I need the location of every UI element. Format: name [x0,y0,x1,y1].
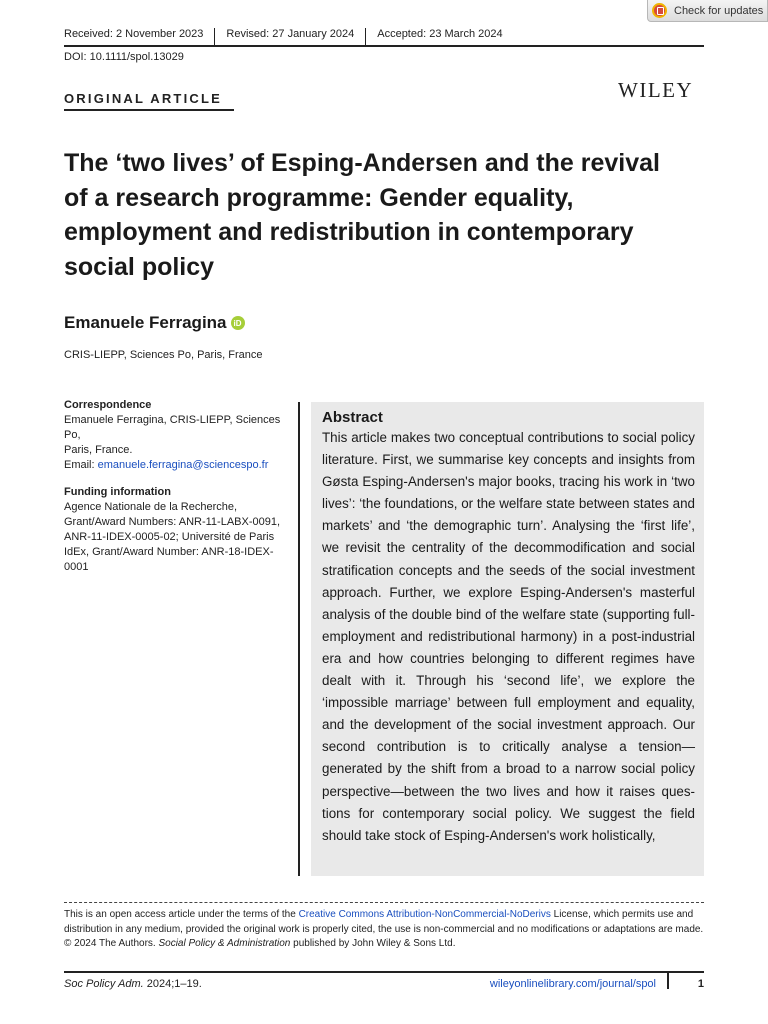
funding-line: Grant/Award Numbers: ANR-11-LABX-0091, [64,516,281,528]
footnote-divider [64,902,704,903]
title-line: employment and redistribution in contemporary [64,218,634,246]
title-line: of a research programme: Gender equality, [64,183,574,212]
wiley-logo: WILEY [618,78,694,102]
license-text [64,908,704,937]
funding-block [64,485,294,575]
title-line: social policy [64,252,215,281]
abstract-box [311,402,704,876]
date-divider [214,28,215,46]
article-type: ORIGINAL ARTICLE [64,91,222,106]
received-date: Received: 2 November 2023 [64,28,204,40]
orcid-icon[interactable]: iD [231,316,245,330]
article-dates [64,28,704,46]
funding-line: 0001 [64,561,89,573]
journal-citation [64,978,202,990]
article-title [64,146,714,284]
copyright-journal: Social Policy & Administration [158,938,291,950]
article-type-underline [64,109,234,111]
page-footer [64,978,704,994]
title-line: The ‘two lives’ of Esping-Andersen and the revival [64,149,660,177]
correspondence-line: Paris, France. [64,444,133,456]
funding-heading: Funding information [64,486,171,498]
abstract-text: This article makes two conceptual contributions to social policy literature. First, we summarise key concepts and insights from Gøsta Esping-Andersen's major books, tracing his work in ‘two lives’: ‘the foundations, or the welfare state between states and markets’ and ‘the demographic turn’. Analysing the ‘first life’, we revisit the centrality of the decommodification and social stratification concepts and the seeds of the social investment approach. Further, we explore Esping-Andersen's masterful analysis of the double bind of the welfare state (supporting full-employment and redistributional harmony) in a post-industrial era and how countries belonging to different regimes have dealt with it. Through his ‘second life’, we explore the ‘impossible marriage’ between full employment and equality, and the development of the social investment approach. Our second contribution is to critically analyse a tension—generated by the shift from a broad to a narrow social policy perspective—between the two lives and how it raises questions for contemporary social policy. We suggest the field should take stock of Esping-Andersen's work holistically, [322,430,695,843]
affiliation: CRIS-LIEPP, Sciences Po, Paris, France [64,349,263,361]
email-label: Email: [64,459,98,471]
revised-date: Revised: 27 January 2024 [226,28,355,40]
page-number: 1 [697,978,704,990]
journal-abbrev: Soc Policy Adm. [64,978,144,990]
check-for-updates-label: Check for updates [674,4,764,17]
funding-line: Agence Nationale de la Recherche, [64,501,238,513]
email-link[interactable]: emanuele.ferragina@sciencespo.fr [97,459,269,471]
author-name: Emanuele Ferragina [64,313,227,332]
license-link[interactable]: Creative Commons Attribution-NonCommercial-NoDerivs [298,909,551,920]
check-for-updates-button[interactable] [647,0,768,22]
doi: DOI: 10.1111/spol.13029 [64,51,184,63]
funding-line: IdEx, Grant/Award Number: ANR-18-IDEX- [64,546,274,558]
article-info-sidebar [64,398,294,587]
journal-url-link[interactable]: wileyonlinelibrary.com/journal/spol [489,978,656,990]
correspondence-line: Emanuele Ferragina, CRIS-LIEPP, Sciences Po, [64,414,281,441]
correspondence-heading: Correspondence [64,399,152,411]
license-suffix: License, which permits use and distribution in any medium, provided the original work is properly cited, the use is non-commercial and no modifications or adaptations are made. [64,909,704,935]
header-rule [64,45,704,47]
crossmark-icon [652,3,667,18]
copyright-prefix: © 2024 The Authors. [64,938,159,950]
author [64,313,245,333]
abstract-heading: Abstract [322,409,383,426]
copyright [64,937,704,952]
license-prefix: This is an open access article under the terms of the [64,909,299,920]
correspondence-block [64,398,294,473]
license-notice [64,908,704,952]
funding-line: ANR-11-IDEX-0005-02; Université de Paris [64,531,275,543]
correspondence-email-line [64,458,294,473]
footer-divider [667,971,669,989]
date-divider [365,28,366,46]
accepted-date: Accepted: 23 March 2024 [377,28,503,40]
footer-rule [64,971,704,973]
sidebar-divider [298,402,300,876]
journal-year-pages: 2024;1–19. [143,978,202,990]
copyright-suffix: published by John Wiley & Sons Ltd. [290,938,456,950]
